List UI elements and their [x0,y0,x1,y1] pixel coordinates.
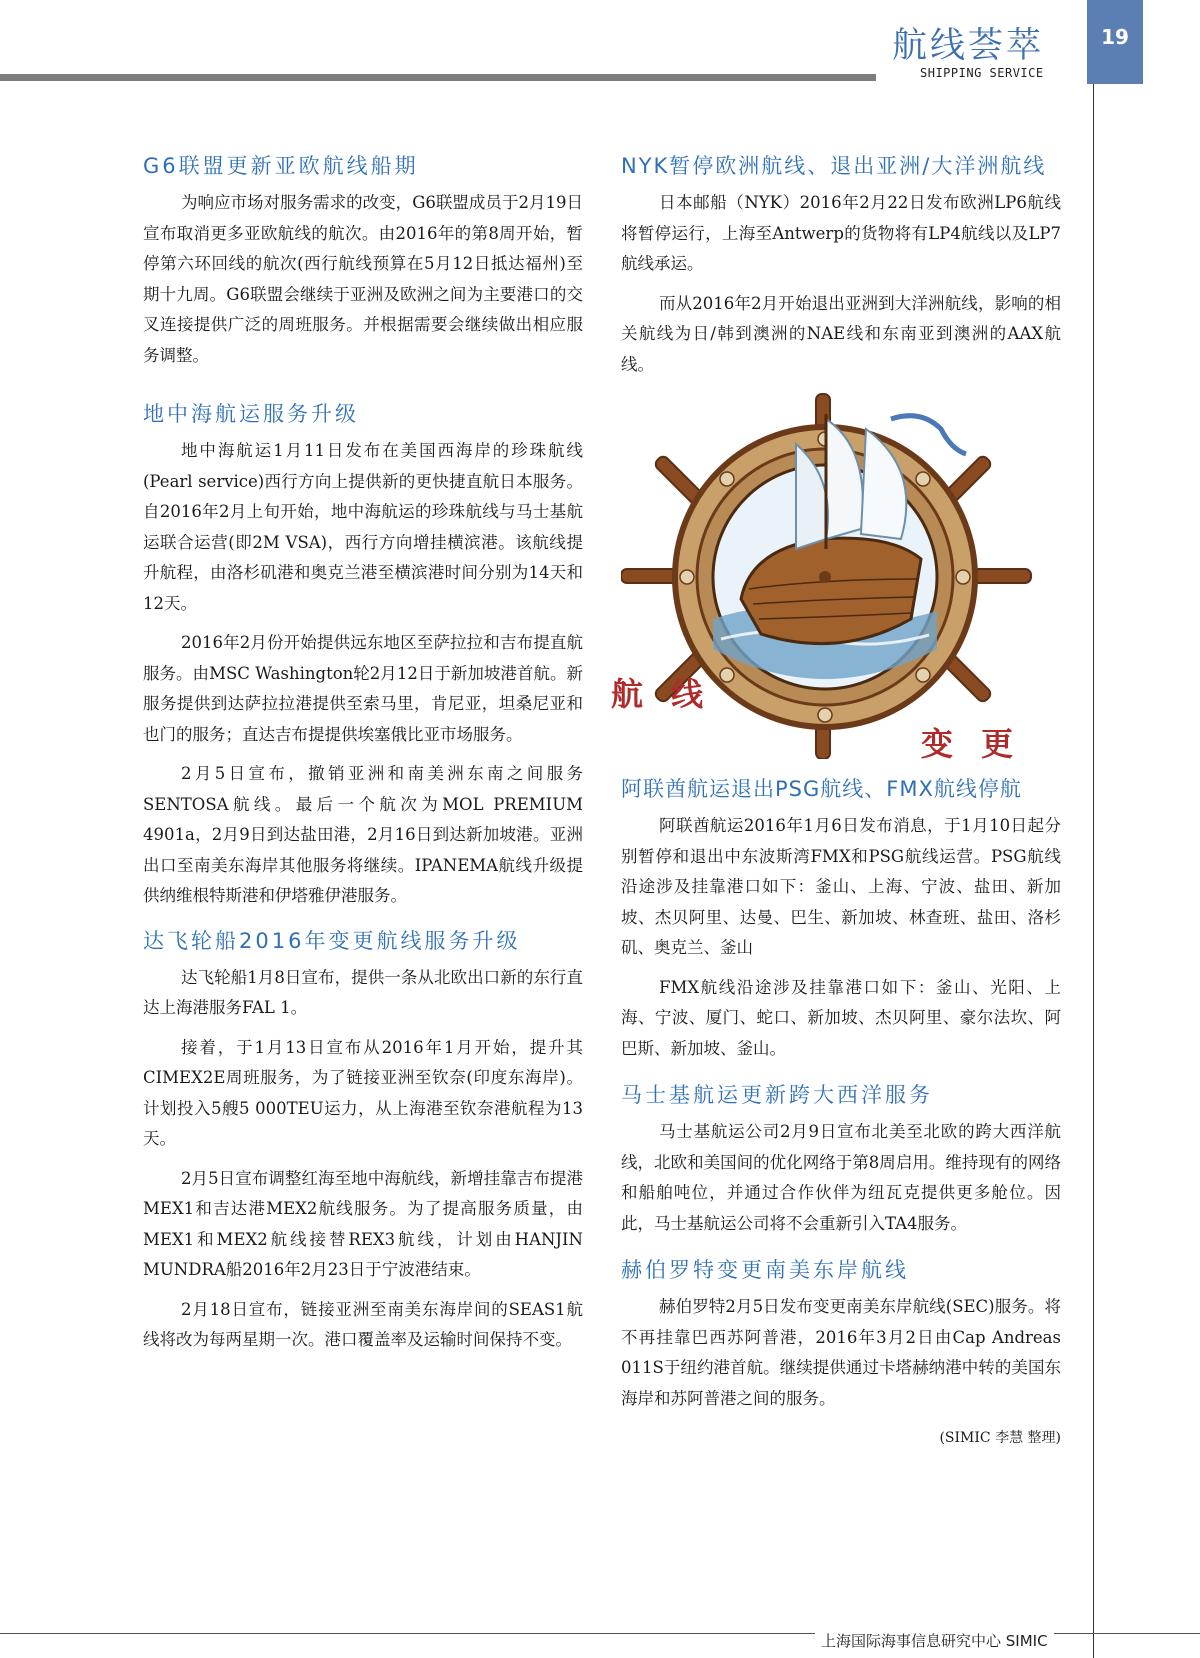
article-paragraph: FMX航线沿途涉及挂靠港口如下：釜山、光阳、上海、宁波、厦门、蛇口、新加坡、杰贝阿里、豪尔法坎、阿巴斯、新加坡、釜山。 [621,977,1061,1058]
ship-wheel-illustration [611,389,1042,763]
article-paragraph: 而从2016年2月开始退出亚洲到大洋洲航线，影响的相关航线为日/韩到澳洲的NAE线和东南亚到澳洲的AAX航线。 [621,293,1061,374]
figure-caption-route: 航线 [611,675,732,713]
article-credit: (SIMIC 李慧 整理) [939,1430,1061,1446]
figure-caption-change: 变更 [921,725,1042,763]
article-title-cma: 达飞轮船2016年变更航线服务升级 [143,928,521,953]
article-paragraph: 2月5日宣布，撤销亚洲和南美洲东南之间服务SENTOSA航线。最后一个航次为MOL PREMIUM 4901a，2月9日到达盐田港，2月16日到达新加坡港。亚洲出口至南美东海岸其他服务将继续。IPANEMA航线升级提供纳维根特斯港和伊塔雅伊港服务。 [143,764,583,905]
article-paragraph: 日本邮船（NYK）2016年2月22日发布欧洲LP6航线将暂停运行，上海至Antwerp的货物将有LP4航线以及LP7航线承运。 [621,193,1061,273]
article-title-g6: G6联盟更新亚欧航线船期 [143,154,419,178]
article-paragraph: 赫伯罗特2月5日发布变更南美东岸航线(SEC)服务。将不再挂靠巴西苏阿普港，2016年3月2日由Cap Andreas 011S于纽约港首航。继续提供通过卡塔赫纳港中转的美国东海岸和苏阿普港之间的服务。 [621,1297,1061,1408]
page-number: 19 [1087,0,1143,84]
article-paragraph: 达飞轮船1月8日宣布，提供一条从北欧出口新的东行直达上海港服务FAL 1。 [143,967,583,1017]
article-paragraph: 地中海航运1月11日发布在美国西海岸的珍珠航线(Pearl service)西行方向上提供新的更快捷直航日本服务。自2016年2月上旬开始，地中海航运的珍珠航线与马士基航运联合运营(即2M VSA)，西行方向增挂横滨港。该航线提升航程，由洛杉矶港和奥克兰港至横滨港时间分别为14天和12天。 [143,441,583,613]
section-title: 航线荟萃 [892,26,1045,66]
header-rule [0,74,876,81]
article-paragraph: 2月5日宣布调整红海至地中海航线，新增挂靠吉布提港MEX1和吉达港MEX2航线服务。为了提高服务质量，由MEX1和MEX2航线接替REX3航线，计划由HANJIN MUNDRA船2016年2月23日于宁波港结束。 [143,1168,583,1279]
article-paragraph: 马士基航运公司2月9日宣布北美至北欧的跨大西洋航线，北欧和美国间的优化网络于第8周启用。维持现有的网络和船舶吨位，并通过合作伙伴为纽瓦克提供更多舱位。因此，马士基航运公司将不会重新引入TA4服务。 [621,1122,1061,1233]
article-title-nyk: NYK暂停欧洲航线、退出亚洲/大洋洲航线 [621,154,1047,178]
column-divider [1093,84,1094,1658]
footer-publisher: 上海国际海事信息研究中心 SIMIC [815,1630,1054,1651]
right-column [611,150,1061,1447]
article-paragraph: 2016年2月份开始提供远东地区至萨拉拉和吉布提直航服务。由MSC Washington轮2月12日于新加坡港首航。新服务提供到达萨拉拉港提供至索马里，肯尼亚，坦桑尼亚和也门的服务；直达吉布提提供埃塞俄比亚市场服务。 [143,633,583,744]
article-paragraph: 为响应市场对服务需求的改变，G6联盟成员于2月19日宣布取消更多亚欧航线的航次。由2016年的第8周开始，暂停第六环回线的航次(西行航线预算在5月12日抵达福州)至期十九周。G6联盟会继续于亚洲及欧洲之间为主要港口的交叉连接提供广泛的周班服务。并根据需要会继续做出相应服务调整。 [143,193,583,365]
article-title-msc: 地中海航运服务升级 [143,402,359,426]
article-title-hapag: 赫伯罗特变更南美东岸航线 [621,1258,909,1282]
article-paragraph: 接着，于1月13日宣布从2016年1月开始，提升其CIMEX2E周班服务，为了链接亚洲至钦奈(印度东海岸)。计划投入5艘5 000TEU运力，从上海港至钦奈港航程为13天。 [143,1037,583,1148]
left-column [143,150,583,1365]
article-title-uasc: 阿联酋航运退出PSG航线、FMX航线停航 [621,777,1022,801]
article-title-maersk: 马士基航运更新跨大西洋服务 [621,1083,933,1107]
article-paragraph: 阿联酋航运2016年1月6日发布消息，于1月10日起分别暂停和退出中东波斯湾FMX和PSG航线运营。PSG航线沿途涉及挂靠港口如下：釜山、上海、宁波、盐田、新加坡、杰贝阿里、达曼、巴生、新加坡、林查班、盐田、洛杉矶、奥克兰、釜山 [621,816,1061,957]
article-paragraph: 2月18日宣布，链接亚洲至南美东海岸间的SEAS1航线将改为每两星期一次。港口覆盖率及运输时间保持不变。 [143,1299,583,1349]
section-subtitle: SHIPPING SERVICE [920,66,1044,80]
